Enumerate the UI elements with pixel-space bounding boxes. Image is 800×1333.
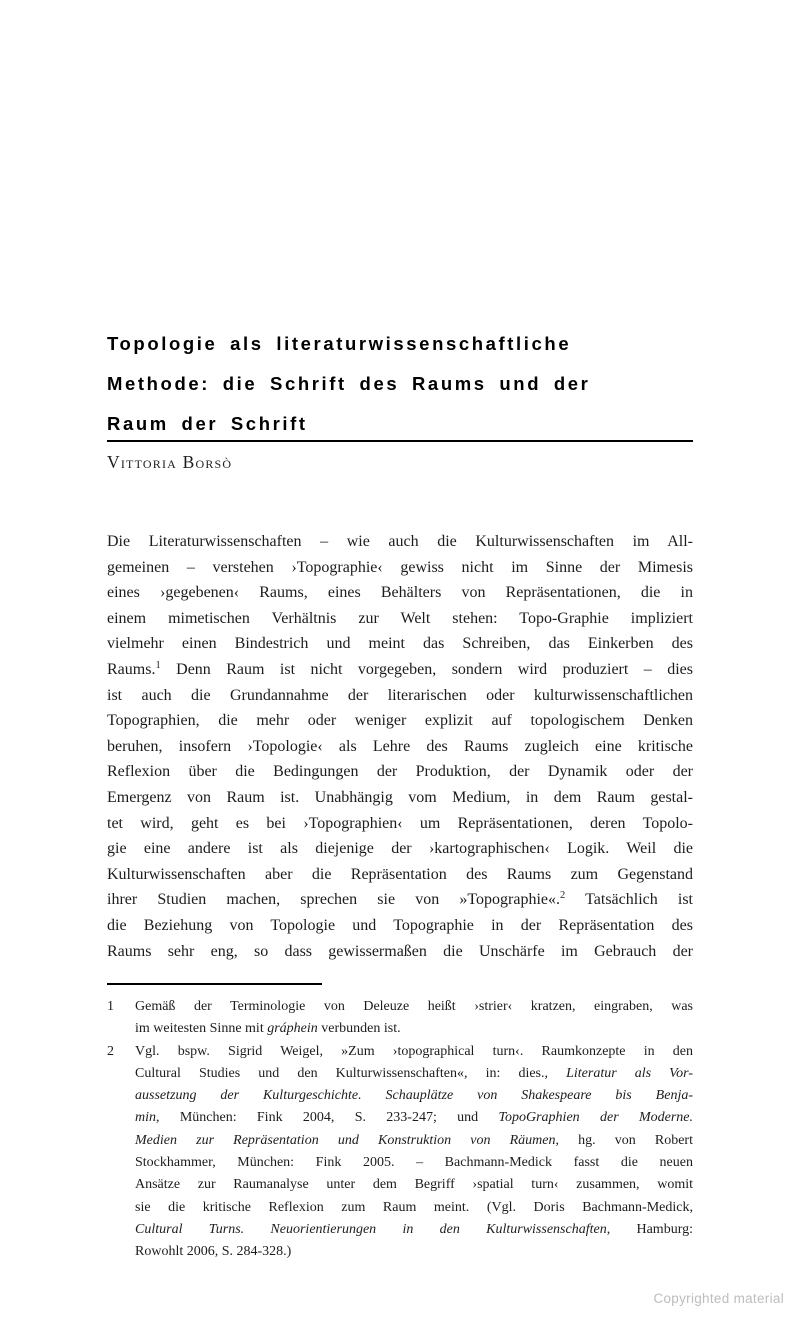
footnote-line [135,996,693,1018]
italic-text: Cultural Turns. Neuorientierungen in den Kulturwissenschaften [135,1221,607,1237]
text-segment: Cultural Studies und den Kulturwissenschaften«, in: dies., [135,1065,567,1081]
text-segment: verbunden ist. [317,1021,401,1037]
body-text-line [107,887,693,913]
text-segment: Kulturwissenschaften aber die Repräsentation des Raums zum Gegenstand [107,865,693,883]
text-segment: gie eine andere ist als diejenige der ›kartographischen‹ Logik. Weil die [107,840,693,858]
italic-text: Medien zur Repräsentation und Konstruktion von Räumen [135,1132,556,1148]
text-segment: Vgl. bspw. Sigrid Weigel, »Zum ›topographical turn‹. Raumkonzepte in den [135,1043,693,1059]
body-text-line [107,708,693,734]
text-segment: ihrer Studien machen, sprechen sie von »Topographie«. [107,891,560,909]
italic-text: aussetzung der Kulturgeschichte. Schauplätze von Shakespeare bis Benja- [135,1088,693,1104]
text-segment: einem mimetischen Verhältnis zur Welt stehen: Topo-Graphie impliziert [107,609,693,627]
text-segment: Raums. [107,660,156,678]
footnote-line [135,1197,693,1219]
text-segment: Ansätze zur Raumanalyse unter dem Begriff ›spatial turn‹ zusammen, womit [135,1177,693,1193]
body-text-line [107,939,693,965]
italic-text: Literatur als Vor- [566,1065,694,1081]
text-segment: Emergenz von Raum ist. Unabhängig vom Medium, in dem Raum gestal- [107,788,693,806]
text-segment: , München: Fink 2004, S. 233-247; und [156,1110,499,1126]
footnote-text [135,1041,693,1264]
text-segment: Gemäß der Terminologie von Deleuze heißt ›strier‹ kratzen, eingraben, was [135,999,693,1014]
text-segment: Die Literaturwissenschaften – wie auch die Kulturwissenschaften im All- [107,533,693,550]
footnote-separator [107,983,322,985]
footnote-block [107,996,693,1264]
body-text-line [107,555,693,581]
text-segment: beruhen, insofern ›Topologie‹ als Lehre des Raums zugleich eine kritische [107,737,693,755]
footnote-line [135,1219,693,1241]
page-title-line-2: Methode: die Schrift des Raums und der [107,373,591,394]
text-segment: ist auch die Grundannahme der literarischen oder kulturwissenschaftlichen [107,686,693,704]
footnote-line [135,1018,693,1040]
footnote-line [135,1085,693,1107]
body-text-line [107,631,693,657]
page-title-line-1: Topologie als literaturwissenschaftliche [107,333,572,354]
author-name: Vittoria Borsò [107,452,233,472]
text-segment: Raums sehr eng, so dass gewissermaßen die Unschärfe im Gebrauch der [107,942,693,960]
footnote-number: 1 [107,999,114,1014]
text-segment: tet wird, geht es bei ›Topographien‹ um Repräsentationen, deren Topolo- [107,814,693,832]
body-text-line [107,913,693,939]
body-text-line [107,811,693,837]
footnote-text [135,996,693,1041]
body-text-line [107,759,693,785]
footnote-line [135,1130,693,1152]
text-segment: Reflexion über die Bedingungen der Produktion, der Dynamik oder der [107,763,693,781]
text-segment: gemeinen – verstehen ›Topographie‹ gewiss nicht im Sinne der Mimesis [107,558,693,576]
body-text-line [107,529,693,555]
footnote-marker: 1 [155,659,161,671]
text-segment: vielmehr einen Bindestrich und meint das Schreiben, das Einkerben des [107,635,693,653]
footnote-marker: 2 [560,890,566,902]
text-segment: , hg. von Robert [555,1132,693,1148]
italic-text: min [135,1110,156,1126]
footnote-1 [107,996,693,1041]
text-segment: , Hamburg: [606,1221,693,1237]
body-text-line [107,580,693,606]
body-text-line [107,734,693,760]
body-text-line [107,785,693,811]
text-segment: Stockhammer, München: Fink 2005. – Bachmann-Medick fasst die neuen [135,1155,693,1171]
footnote-line [135,1241,693,1263]
copyright-watermark: Copyrighted material [653,1291,784,1306]
text-segment: Topographien, die mehr oder weniger explizit auf topologischem Denken [107,712,693,730]
body-text-line [107,606,693,632]
italic-text: TopoGraphien der Moderne. [498,1110,693,1126]
italic-text: gráphein [267,1021,318,1037]
footnote-2 [107,1041,693,1264]
page-title-line-3: Raum der Schrift [107,413,308,434]
footnote-number: 2 [107,1043,114,1059]
footnote-line [135,1152,693,1174]
body-text-line [107,657,693,683]
text-segment: Tatsächlich ist [565,891,693,909]
body-text-line [107,836,693,862]
text-segment: Rowohlt 2006, S. 284-328.) [135,1244,292,1260]
body-text-line [107,683,693,709]
body-paragraph [107,529,693,964]
text-segment: im weitesten Sinne mit [135,1021,268,1037]
text-segment: die Beziehung von Topologie und Topographie in der Repräsentation des [107,916,693,934]
footnote-line [135,1063,693,1085]
footnote-line [135,1107,693,1129]
text-segment: eines ›gegebenen‹ Raums, eines Behälters von Repräsentationen, die in [107,584,693,602]
title-rule [107,440,693,442]
footnote-line [135,1174,693,1196]
text-segment: Denn Raum ist nicht vorgegeben, sondern wird produziert – dies [160,660,693,678]
footnote-line [135,1041,693,1063]
page-title [107,324,707,444]
body-text-line [107,862,693,888]
text-segment: sie die kritische Reflexion zum Raum meint. (Vgl. Doris Bachmann-Medick, [135,1199,693,1215]
